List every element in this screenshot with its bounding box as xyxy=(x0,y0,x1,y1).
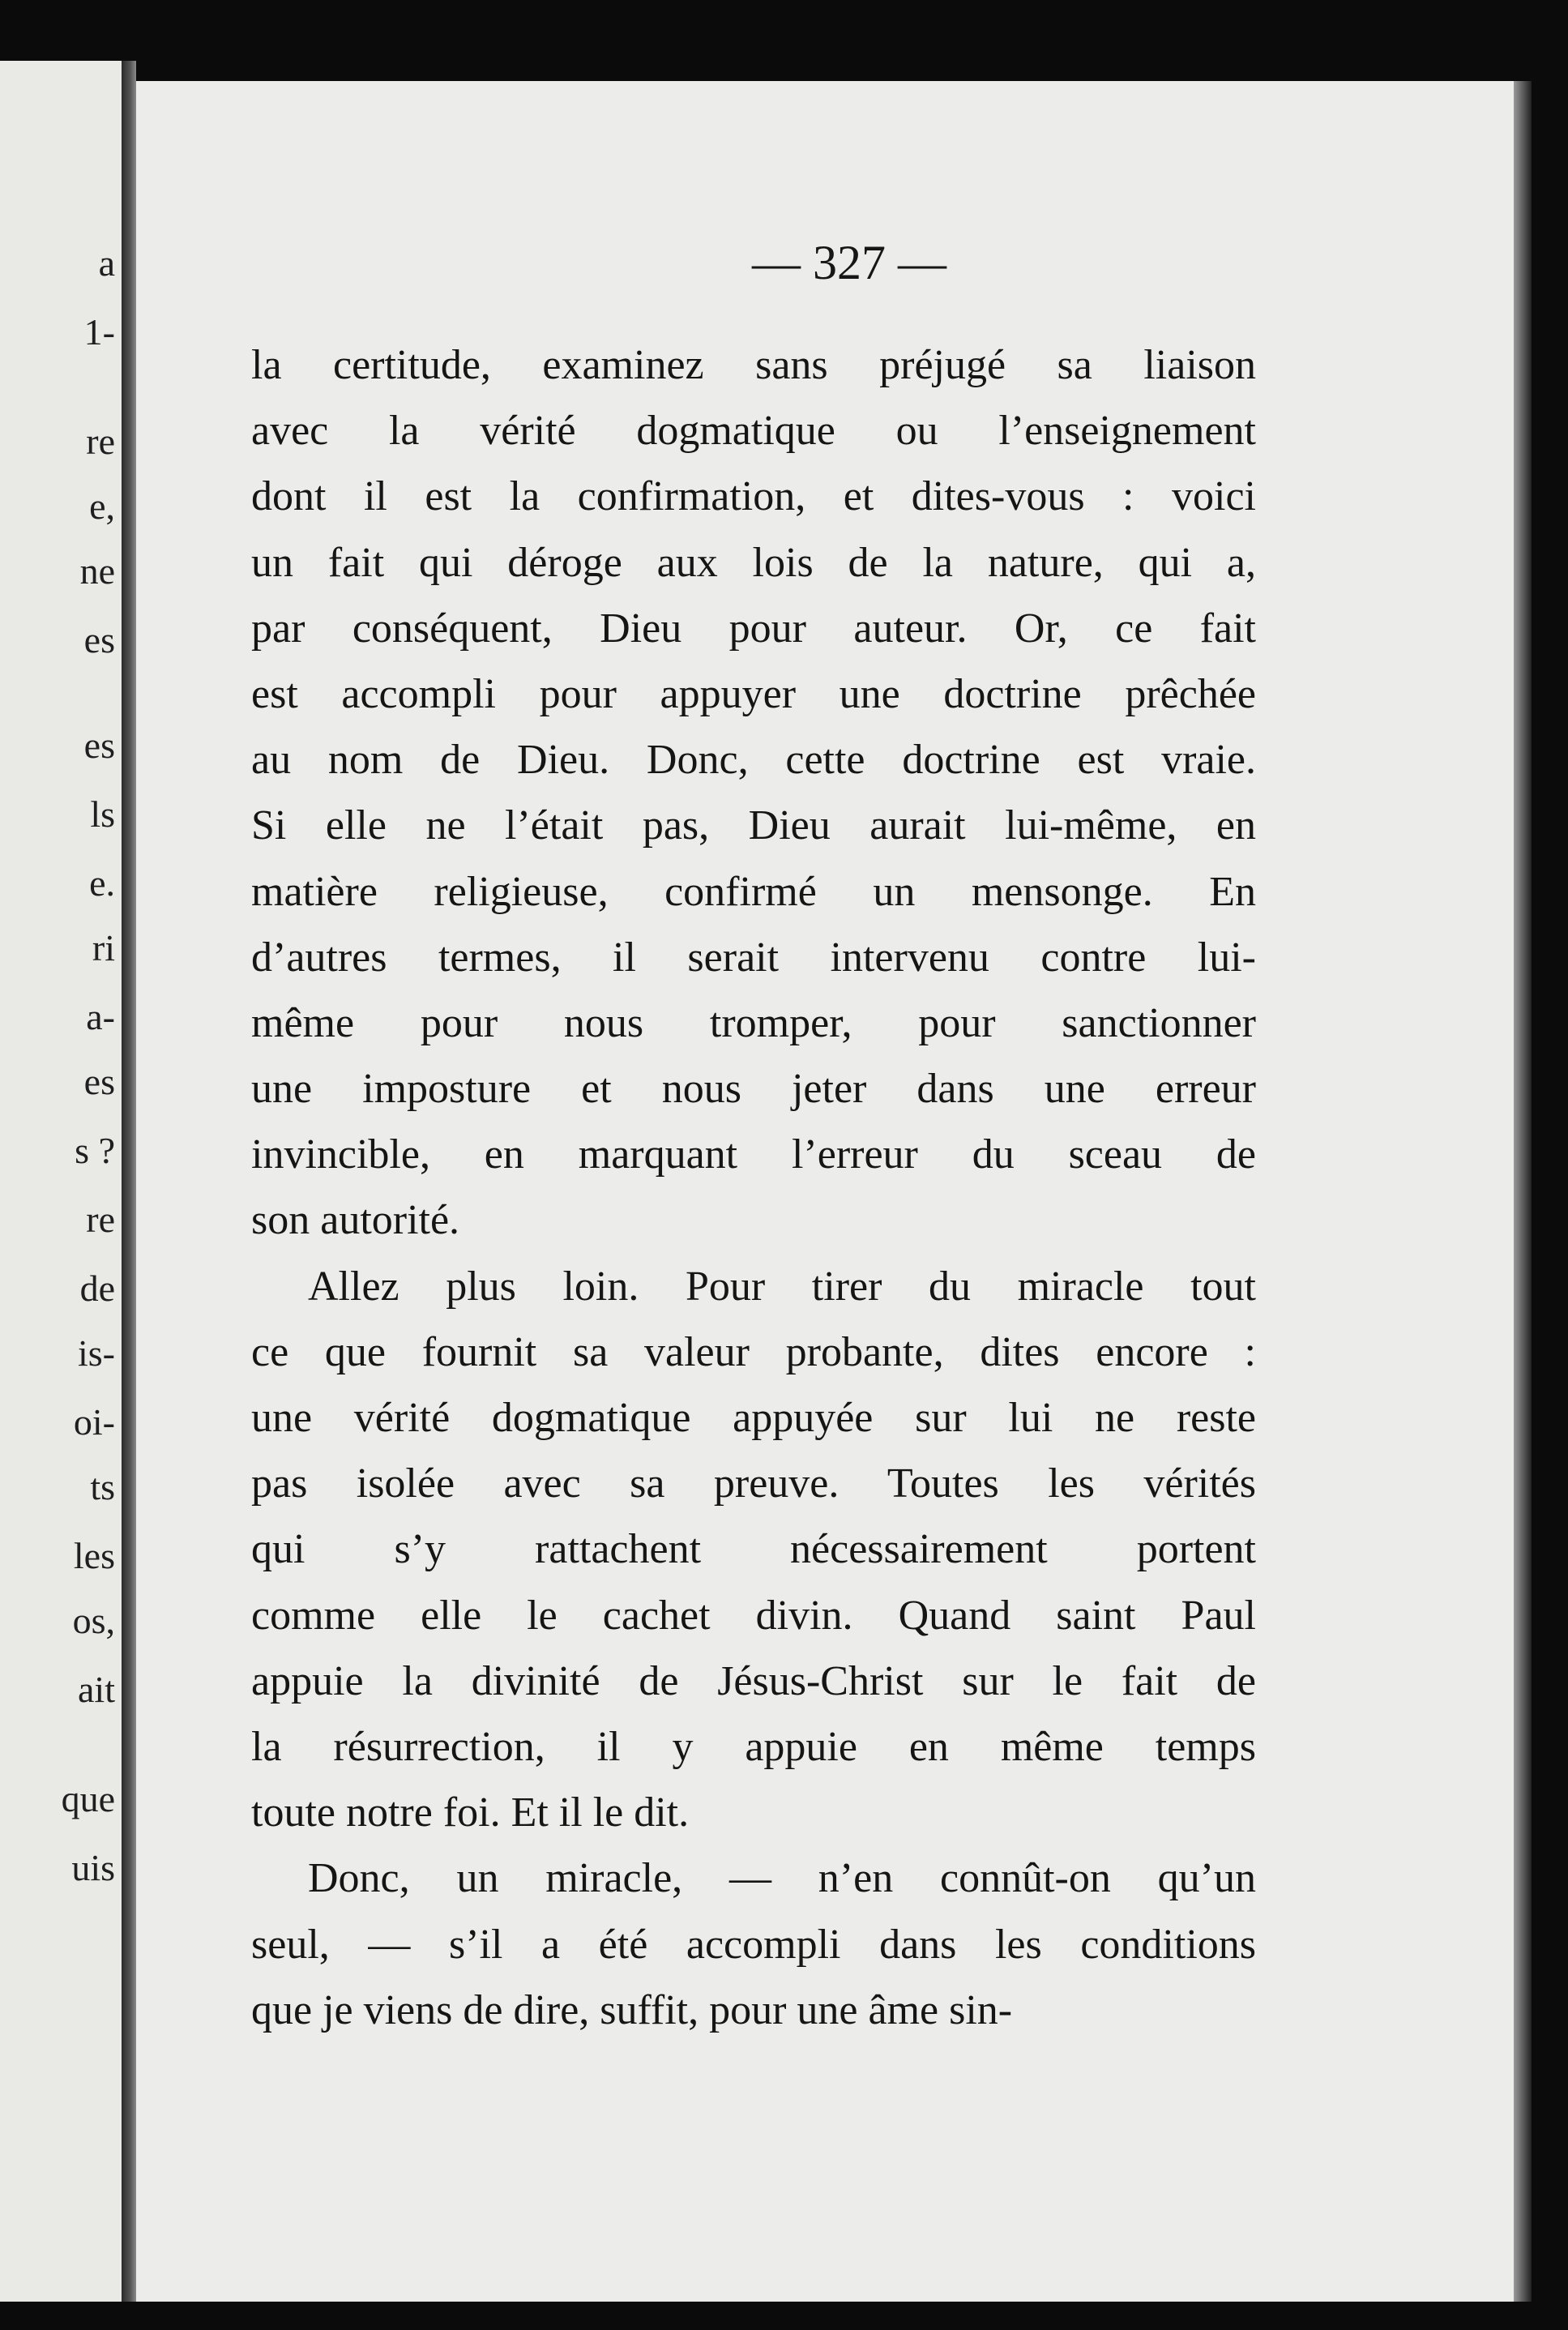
left-page-text-fragment: is- xyxy=(78,1332,115,1374)
left-page-text-fragment: re xyxy=(86,1199,115,1240)
text-line: comme elle le cachet divin. Quand saint Paul xyxy=(251,1592,1256,1639)
page-number: — 327 — xyxy=(752,236,946,289)
left-page-text-fragment: es xyxy=(83,1061,115,1102)
left-page-text-fragment: s ? xyxy=(75,1130,115,1171)
text-line: seul, — s’il a été accompli dans les conditions xyxy=(251,1921,1256,1968)
paragraph xyxy=(251,332,1256,1254)
text-line: matière religieuse, confirmé un mensonge. En xyxy=(251,868,1256,915)
text-line: pas isolée avec sa preuve. Toutes les vérités xyxy=(251,1460,1256,1507)
paragraph xyxy=(251,1845,1256,2043)
text-line: au nom de Dieu. Donc, cette doctrine est vraie. xyxy=(251,737,1256,784)
text-line: la résurrection, il y appuie en même temps xyxy=(251,1723,1256,1770)
text-line: son autorité. xyxy=(251,1197,460,1244)
text-line: qui s’y rattachent nécessairement portent xyxy=(251,1526,1256,1573)
text-line: Allez plus loin. Pour tirer du miracle tout xyxy=(308,1263,1256,1310)
text-line: un fait qui déroge aux lois de la nature, qui a, xyxy=(251,539,1256,586)
book-page xyxy=(136,81,1514,2302)
left-page-text-fragment: que xyxy=(61,1778,115,1819)
text-line: invincible, en marquant l’erreur du sceau de xyxy=(251,1131,1256,1178)
left-page-text-fragment: os, xyxy=(72,1600,115,1641)
text-line: une imposture et nous jeter dans une erreur xyxy=(251,1066,1256,1113)
text-line: Donc, un miracle, — n’en connût-on qu’un xyxy=(308,1855,1256,1902)
text-line: la certitude, examinez sans préjugé sa liaison xyxy=(251,342,1256,388)
text-line: même pour nous tromper, pour sanctionner xyxy=(251,999,1256,1046)
text-line: appuie la divinité de Jésus-Christ sur le fait de xyxy=(251,1657,1256,1704)
left-page-text-fragment: a xyxy=(98,242,115,284)
text-line: par conséquent, Dieu pour auteur. Or, ce fait xyxy=(251,605,1256,652)
left-page-text-fragment: a- xyxy=(86,996,115,1037)
text-line: une vérité dogmatique appuyée sur lui ne reste xyxy=(251,1395,1256,1441)
text-line: avec la vérité dogmatique ou l’enseignement xyxy=(251,408,1256,455)
left-page-text-fragment: uis xyxy=(71,1847,115,1888)
left-page-text-fragment: les xyxy=(73,1535,115,1576)
left-page-text-fragment: re xyxy=(86,421,115,462)
left-page-text-fragment: ri xyxy=(92,927,115,968)
book-gutter xyxy=(122,61,136,2302)
text-line: que je viens de dire, suffit, pour une âme sin- xyxy=(251,1986,1013,2033)
left-page-text-fragment: oi- xyxy=(73,1401,115,1443)
text-line: ce que fournit sa valeur probante, dites encore : xyxy=(251,1328,1256,1375)
left-page-text-fragment: es xyxy=(83,619,115,661)
left-page-text-fragment: 1- xyxy=(83,311,115,353)
left-page-fragment xyxy=(0,61,122,2302)
left-page-text-fragment: es xyxy=(83,725,115,766)
paragraph xyxy=(251,1254,1256,1846)
left-page-text-fragment: de xyxy=(79,1268,115,1309)
text-line: Si elle ne l’était pas, Dieu aurait lui-même, en xyxy=(251,802,1256,849)
text-line: d’autres termes, il serait intervenu contre lui- xyxy=(251,934,1256,981)
left-page-text-fragment: ts xyxy=(90,1466,115,1507)
left-page-text-fragment: e, xyxy=(89,485,115,527)
left-page-text-fragment: ls xyxy=(90,793,115,835)
page-edge xyxy=(1514,81,1532,2302)
left-page-text-fragment: e. xyxy=(89,862,115,904)
text-line: dont il est la confirmation, et dites-vous : voici xyxy=(251,473,1256,520)
text-line: est accompli pour appuyer une doctrine prêchée xyxy=(251,670,1256,717)
page-text xyxy=(251,332,1256,2043)
left-page-text-fragment: ait xyxy=(78,1669,115,1710)
text-line: toute notre foi. Et il le dit. xyxy=(251,1789,690,1836)
left-page-text-fragment: ne xyxy=(79,550,115,592)
